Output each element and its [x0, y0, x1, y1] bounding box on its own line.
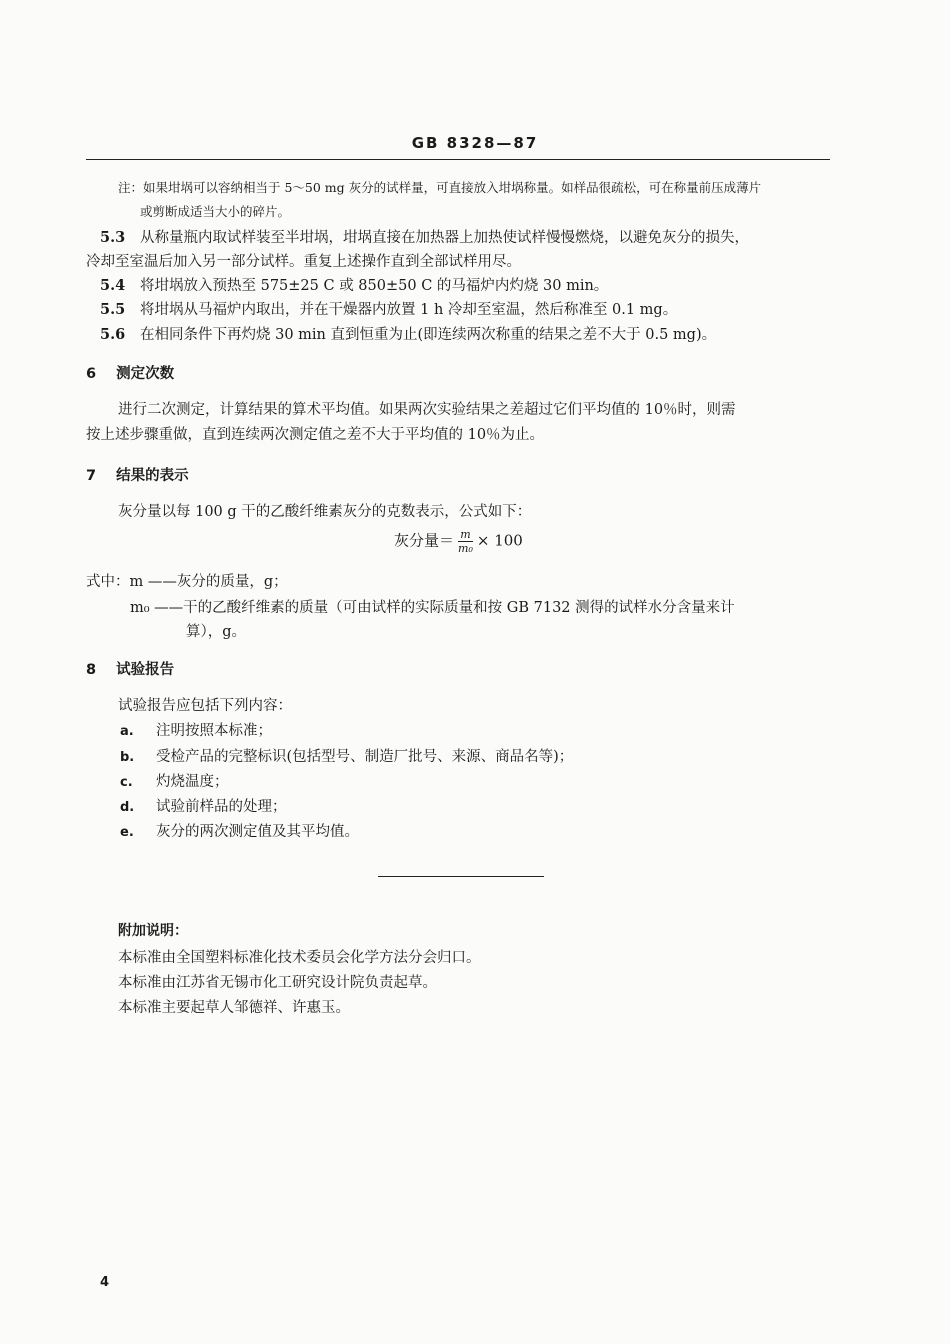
item-text: 灼烧温度； [156, 774, 229, 790]
end-rule [378, 876, 544, 877]
step-text: 从称量瓶内取试样装至半坩埚，坩埚直接在加热器上加热使试样慢慢燃烧，以避免灰分的损失， [140, 230, 749, 246]
where-m0-line-2: 算），g。 [186, 624, 247, 640]
appendix-line-3: 本标准主要起草人邹德祥、许惠玉。 [118, 1000, 350, 1016]
section-title: 试验报告 [116, 662, 175, 678]
formula-numerator: m [458, 528, 473, 542]
note-line-1: 注：如果坩埚可以容纳相当于 5～50 mg 灰分的试样量，可直接放入坩埚称量。如样品很疏松，可在称量前压成薄片 [118, 180, 762, 195]
document-code-header: GB 8328—87 [411, 134, 539, 152]
section-8-heading [86, 658, 174, 679]
item-text: 灰分的两次测定值及其平均值。 [156, 824, 359, 840]
report-item-d [120, 795, 287, 816]
step-text: 在相同条件下再灼烧 30 min 直到恒重为止(即连续两次称重的结果之差不大于 0.5 mg)。 [140, 327, 717, 343]
step-number: 5.5 [100, 301, 126, 318]
report-item-b [120, 745, 573, 766]
section-title: 测定次数 [116, 366, 175, 382]
report-item-c [120, 770, 229, 791]
section-number: 8 [86, 662, 97, 678]
appendix-line-2: 本标准由江苏省无锡市化工研究设计院负责起草。 [118, 975, 437, 991]
section-6-line-2: 按上述步骤重做，直到连续两次测定值之差不大于平均值的 10％为止。 [86, 427, 545, 443]
section-7-heading [86, 464, 189, 485]
note-line-2: 或剪断成适当大小的碎片。 [140, 204, 291, 219]
section-number: 7 [86, 468, 97, 484]
item-text: 受检产品的完整标识(包括型号、制造厂批号、来源、商品名等)； [156, 749, 574, 765]
step-5-6 [100, 323, 716, 344]
ash-formula [394, 528, 523, 555]
report-item-a [120, 719, 272, 740]
item-text: 试验前样品的处理； [156, 799, 287, 815]
section-6-line-1: 进行二次测定，计算结果的算术平均值。如果两次实验结果之差超过它们平均值的 10％时，则需 [118, 402, 736, 418]
section-6-heading [86, 362, 174, 383]
item-text: 注明按照本标准； [156, 723, 272, 739]
step-number: 5.6 [100, 326, 126, 343]
report-item-e [120, 820, 359, 841]
item-letter: b. [120, 750, 135, 765]
item-letter: d. [120, 800, 135, 815]
formula-fraction [458, 528, 473, 555]
section-7-intro: 灰分量以每 100 g 干的乙酸纤维素灰分的克数表示，公式如下： [118, 504, 532, 520]
step-text: 将坩埚从马福炉内取出，并在干燥器内放置 1 h 冷却至室温，然后称准至 0.1 mg。 [140, 302, 678, 318]
formula-lhs: 灰分量＝ [394, 531, 455, 550]
where-label: 式中： [86, 574, 130, 590]
step-5-4 [100, 274, 608, 295]
step-number: 5.3 [100, 229, 126, 246]
section-number: 6 [86, 366, 97, 382]
step-5-5 [100, 298, 677, 319]
appendix-title: 附加说明： [118, 923, 188, 939]
where-m [86, 570, 288, 591]
item-letter: e. [120, 825, 134, 840]
item-letter: c. [120, 775, 133, 790]
appendix-line-1: 本标准由全国塑料标准化技术委员会化学方法分会归口。 [118, 950, 481, 966]
header-rule [86, 159, 830, 160]
where-m-text: m ——灰分的质量，g； [129, 574, 288, 590]
step-5-3 [100, 226, 749, 247]
page-number: 4 [100, 1275, 110, 1290]
step-number: 5.4 [100, 277, 126, 294]
section-title: 结果的表示 [116, 468, 189, 484]
step-5-3-continued: 冷却至室温后加入另一部分试样。重复上述操作直到全部试样用尽。 [86, 254, 521, 270]
item-letter: a. [120, 724, 134, 739]
section-8-intro: 试验报告应包括下列内容： [118, 698, 292, 714]
formula-denominator: m₀ [458, 542, 473, 555]
formula-rhs: × 100 [476, 531, 523, 550]
where-m0-line-1: m₀ ——干的乙酸纤维素的质量（可由试样的实际质量和按 GB 7132 测得的试样水分含量来计 [130, 600, 735, 616]
step-text: 将坩埚放入预热至 575±25 C 或 850±50 C 的马福炉内灼烧 30 min。 [140, 278, 609, 294]
